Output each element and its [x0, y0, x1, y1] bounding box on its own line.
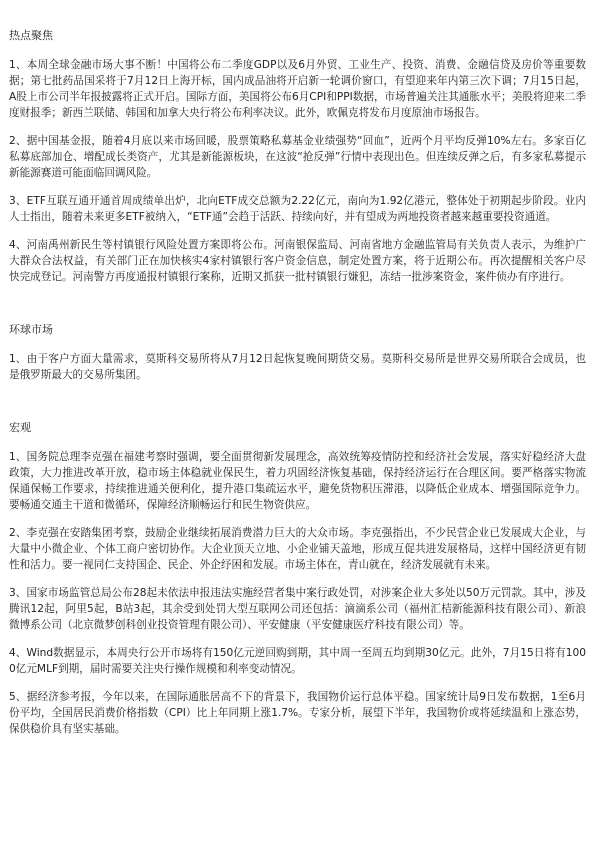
section-macro: [9, 420, 586, 737]
section-spacer: [9, 395, 586, 420]
section-spacer: [9, 297, 586, 322]
paragraph: 1、由于客户方面大量需求，莫斯科交易所将从7月12日起恢复晚间期货交易。莫斯科交易所是世界交易所联合会成员，也是俄罗斯最大的交易所集团。: [9, 353, 586, 381]
section-title: 宏观: [9, 421, 31, 434]
section-title: 环球市场: [9, 323, 53, 336]
paragraph: 3、ETF互联互通开通首周成绩单出炉，北向ETF成交总额为2.22亿元，南向为1.92亿港元，整体处于初期起步阶段。业内人士指出，随着未来更多ETF被纳入，“ETF通”会趋于活跃、持续向好，并有望成为两地投资者越来越重要投资通道。: [9, 195, 586, 223]
paragraph: 4、河南禹州新民生等村镇银行风险处置方案即将公布。河南银保监局、河南省地方金融监管局有关负责人表示，为维护广大群众合法权益，有关部门正在加快核实4家村镇银行客户资金信息，制定处置方案，将于近期公布。再次提醒相关客户尽快完成登记。河南警方再度通报村镇银行案称，近期又抓获一批村镇银行嫌犯，冻结一批涉案资金，案件侦办有序进行。: [9, 239, 586, 283]
paragraph: 5、据经济参考报，今年以来，在国际通胀居高不下的背景下，我国物价运行总体平稳。国家统计局9日发布数据，1至6月份平均，全国居民消费价格指数（CPI）比上年同期上涨1.7%。专家分析，展望下半年，我国物价或将延续温和上涨态势，保供稳价具有坚实基础。: [9, 691, 586, 735]
paragraph: 2、据中国基金报，随着4月底以来市场回暖，股票策略私募基金业绩强势“回血”，近两个月平均反弹10%左右。多家百亿私募底部加仓、增配成长类资产，尤其是新能源板块，在这波“抢反弹”行情中表现出色。但连续反弹之后，有多家私募提示新能源赛道可能面临回调风险。: [9, 135, 586, 179]
section-title: 热点聚焦: [9, 29, 53, 42]
paragraph: 4、Wind数据显示，本周央行公开市场将有150亿元逆回购到期，其中周一至周五均到期30亿元。此外，7月15日将有1000亿元MLF到期，届时需要关注央行操作规模和利率变动情况。: [9, 647, 586, 675]
section-global-markets: [9, 322, 586, 383]
section-hot-focus: [9, 28, 586, 285]
paragraph: 3、国家市场监管总局公布28起未依法申报违法实施经营者集中案行政处罚，对涉案企业大多处以50万元罚款。其中，涉及腾讯12起，阿里5起，B站3起，其余受到处罚大型互联网公司还包括：滴滴系公司（福州汇桔新能源科技有限公司）、新浪微博系公司（北京微梦创科创业投资管理有限公司）、平安健康（平安健康医疗科技有限公司）等。: [9, 587, 586, 631]
paragraph: 1、本周全球金融市场大事不断！中国将公布二季度GDP以及6月外贸、工业生产、投资、消费、金融信贷及房价等重要数据；第七批药品国采将于7月12日上海开标，国内成品油将开启新一轮调价窗口，有望迎来年内第三次下调；7月15日起，A股上市公司半年报披露将正式开启。国际方面，美国将公布6月CPI和PPI数据，市场普遍关注其通胀水平；美股将迎来二季度财报季；新西兰联储、韩国和加拿大央行将公布利率决议。此外，欧佩克将发布月度原油市场报告。: [9, 59, 586, 119]
paragraph: 1、国务院总理李克强在福建考察时强调，要全面贯彻新发展理念，高效统筹疫情防控和经济社会发展，落实好稳经济大盘政策，大力推进改革开放，稳市场主体稳就业保民生，着力巩固经济恢复基础，保持经济运行在合理区间。要严格落实物流保通保畅工作要求，持续推进通关便利化，提升港口集疏运水平，避免货物积压滞港，以降低企业成本、增强国际竞争力。要畅通交通主干道和微循环，保障经济顺畅运行和民生物资供应。: [9, 451, 586, 511]
paragraph: 2、李克强在安踏集团考察，鼓励企业继续拓展消费潜力巨大的大众市场。李克强指出，不少民营企业已发展成大企业，与大量中小微企业、个体工商户密切协作。大企业顶天立地、小企业铺天盖地，形成互促共进发展格局，这样中国经济更有韧性和活力。要一视同仁支持国企、民企、外企纾困和发展。市场主体在，青山就在，经济发展就有未来。: [9, 527, 586, 571]
